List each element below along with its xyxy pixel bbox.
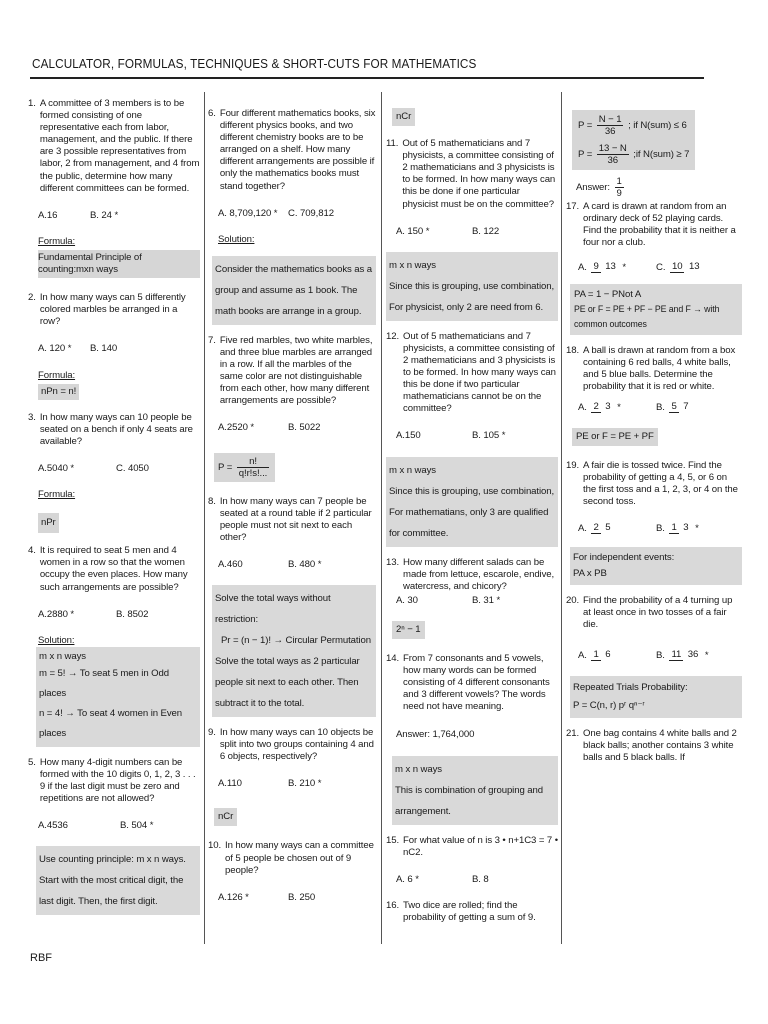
solution-line: For mathematians, only 3 are qualified for committee. [389,506,549,539]
correct-mark: * [622,261,626,273]
column-divider [561,92,562,944]
solution-label: Solution: [218,233,255,245]
question-number: 12. [386,330,400,342]
denominator: 36 [607,155,618,166]
page-title: CALCULATOR, FORMULAS, TECHNIQUES & SHORT-CUTS FOR MATHEMATICS [32,57,477,71]
answer-options [28,609,200,621]
solution-line: m x n ways [389,259,436,271]
question-text: Find the probability of a 4 turning up at least once in two tosses of a fair die. [583,595,733,631]
solution-line: This is combination of grouping and arrangement. [395,784,543,817]
correct-mark: * [617,401,621,413]
question-number: 18. [566,345,580,356]
answer-options [566,401,742,414]
formula-label: Formula: [38,489,76,501]
formula: PE or F = PE + PF [572,428,658,446]
answer-options [386,430,558,442]
hint-box [36,846,200,915]
question-number: 2. [28,292,36,304]
option-b: B. 250 [288,891,316,903]
formula-line: Repeated Trials Probability: [573,682,688,693]
answer-options [386,226,558,238]
question-text: Five red marbles, two white marbles, and three blue marbles are arranged in a row. If all the marbles of the same color are not distinguishable from each other, how many different arrangements are possible? [219,334,373,407]
option-fraction [591,261,617,273]
option-a [566,401,656,414]
question-text: From 7 consonants and 5 vowels, how many words can be formed consisting of 4 different consonants and 3 different vowels? The words need not have meaning. [403,652,550,713]
answer-options [208,208,376,220]
option-a: A.2880 * [38,608,75,620]
question-21 [566,728,742,764]
denominator: 7 [683,401,689,413]
hint-line: Start with the most critical digit, the last digit. Then, the first digit. [39,875,184,908]
question-number: 8. [208,495,216,507]
option-letter: A. [578,523,587,534]
title-rule [30,77,704,79]
question-16 [386,900,558,924]
question-text: A card is drawn at random from an ordinary deck of 52 playing cards. Find the probability that it is neither a four nor a club. [583,201,736,249]
option-a: A. 30 [396,594,418,606]
formula: 2ⁿ − 1 [392,621,425,639]
solution-box [36,647,200,747]
question-text: A committee of 3 members is to be formed consisting of one representative each from labor, management, and the public. If there are 3 possible representatives from labor, 2 from management, and 4 from the public, determine how many different committees can be formed. [39,98,200,194]
formula-box [570,676,742,718]
option-a: A.5040 * [38,462,75,474]
solution-line: Solve the total ways without restriction: [215,592,331,625]
question-text: Out of 5 mathematicians and 7 physicists, a committee consisting of 2 mathematicians and 3 physicists is to be formed. In how many ways can this be done if two particular mathematicians cannot be on the committee? [403,330,556,415]
answer-options [386,874,558,886]
footer-initials: RBF [30,952,52,964]
option-fraction [591,649,612,661]
question-number: 6. [208,108,216,119]
question-number: 21. [566,728,580,739]
question-number: 7. [208,334,216,346]
question-9 [208,727,376,763]
denominator: 13 [689,261,700,273]
option-fraction [669,401,690,413]
column-3 [386,92,558,924]
numerator: 10 [671,261,683,273]
answer-options [28,820,200,832]
answer-options [208,559,376,571]
denominator: 13 [605,261,616,273]
solution-line: m x n ways [395,763,442,775]
question-text: One bag contains 4 white balls and 2 black balls; another contains 3 white balls and 5 black balls. If [583,728,737,764]
solution-line: Solve the total ways as 2 particular people sit next to each other. Then subtract it to the total. [215,655,360,709]
numerator: 1 [671,522,677,534]
option-a: A.126 * [218,891,249,903]
question-text: In how many ways can 5 differently colored marbles be arranged in a row? [39,292,186,328]
option-letter: B. [656,523,665,534]
solution-line: n = 4! → To seat 4 women in Even places [39,707,183,739]
column-2 [208,92,376,918]
option-b: B. 8 [472,873,489,885]
answer-label: Answer: [576,182,610,194]
question-number: 17. [566,201,580,212]
option-fraction [669,649,700,661]
numerator: 2 [593,522,599,534]
question-8 [208,496,376,544]
option-fraction [591,401,612,413]
solution-box [392,756,558,825]
option-letter: A. [578,649,587,661]
question-5 [28,757,200,805]
question-number: 4. [28,545,36,557]
denominator: 6 [605,649,611,661]
formula-fraction [597,143,629,166]
formula-box [570,284,742,335]
formula-line: PA = 1 − PNot A [574,289,642,300]
solution-line: m = 5! → To seat 5 men in Odd places [39,667,169,699]
formula-condition: ; if N(sum) ≤ 6 [628,120,687,132]
option-a [566,522,656,535]
answer-options [208,892,376,904]
formula-label: Formula: [38,235,76,247]
option-b: B. 480 * [288,558,322,570]
question-number: 16. [386,899,400,911]
solution-line: Pr = (n − 1)! → Circular Permutation [221,634,371,646]
option-b: B. 5022 [288,422,321,434]
option-b: B. 140 [90,343,118,355]
question-number: 11. [386,138,399,150]
option-b: C. 709,812 [288,207,334,219]
formula-lhs: P = [578,149,593,161]
question-12 [386,331,558,416]
formula: nPr [38,513,59,533]
option-fraction [591,522,612,534]
option-a [566,261,656,274]
question-2 [28,292,200,328]
numerator: 13 − N [598,143,627,154]
question-19 [566,460,742,508]
solution-line: m x n ways [39,650,86,662]
answer-16 [566,176,742,199]
formula-line: PE or F = PE + PF − PE and F → with common outcomes [574,304,720,329]
question-text: A fair die is tossed twice. Find the probability of getting a 4, 5, or 6 on the first toss and a 1, 2, 3, or 4 on the second toss. [583,460,738,508]
solution-line: For physicist, only 2 are need from 6. [389,301,544,313]
question-text: Two dice are rolled; find the probability of getting a sum of 9. [403,899,536,923]
solution-line: Since this is grouping, use combination, [389,280,555,292]
question-number: 9. [208,726,216,738]
question-number: 14. [386,652,400,664]
option-letter: C. [656,261,666,273]
formula-label: Formula: [38,369,76,381]
answer-text: Answer: 1,764,000 [396,729,475,741]
question-number: 10. [208,840,222,852]
option-b: B. 8502 [116,608,149,620]
denominator: 9 [616,188,622,199]
solution-text: Consider the mathematics books as a group and assume as 1 book. The math books are arrange in a group. [215,263,373,317]
numerator: 9 [593,261,599,273]
formula: nCr [392,108,415,126]
question-text: Four different mathematics books, six different physics books, and two different chemistry books are to be arranged on a shelf. How many different arrangements are possible if only the mathematics books must stand together? [219,108,376,192]
denominator: 3 [605,401,611,413]
answer-fraction [615,176,624,199]
question-number: 1. [28,98,36,109]
option-a: A.2520 * [218,422,255,434]
question-text: How many 4-digit numbers can be formed with the 10 digits 0, 1, 2, 3 . . . 9 if the last digit must be zero and repetitions are not allowed? [39,756,196,805]
question-15 [386,835,558,859]
formula-line: PA x PB [573,568,607,580]
option-a: A.16 [38,209,58,221]
option-letter: A. [578,261,587,273]
denominator: 3 [683,522,689,534]
question-number: 5. [28,756,36,768]
formula-box [570,547,742,585]
formula-fraction [597,114,624,137]
question-number: 15. [386,834,400,846]
option-a: A. 120 * [38,343,72,355]
column-1 [28,92,200,925]
numerator: n! [237,456,269,468]
option-b [656,649,709,662]
question-14 [386,653,558,713]
solution-box [212,256,376,325]
question-number: 20. [566,595,580,607]
formula-box [214,453,275,482]
question-number: 13. [386,556,400,568]
option-fraction [669,522,690,534]
answer-options [386,595,558,607]
solution-box [386,457,558,547]
denominator: 36 [687,649,699,661]
correct-mark: * [695,523,699,534]
question-number: 19. [566,460,580,472]
option-b [656,522,699,535]
numerator: 1 [616,176,622,187]
question-3 [28,412,200,448]
question-1 [28,98,200,195]
option-b: B. 105 * [472,430,506,442]
question-text: In how many ways can a committee of 5 people be chosen out of 9 people? [225,840,374,876]
question-7 [208,335,376,408]
denominator: 5 [605,522,611,534]
option-a: A.460 [218,558,243,570]
correct-mark: * [704,649,709,661]
question-6 [208,108,376,193]
formula: nPn = n! [38,384,79,400]
formula-lhs: P = [218,461,233,473]
question-text: How many different salads can be made from lettuce, escarole, endive, watercress, and chicory? [403,556,555,592]
formula-lhs: P = [578,120,593,132]
answer-options [208,422,376,434]
option-b: B. 31 * [472,594,501,606]
formula-line: P = C(n, r) pʳ qⁿ⁻ʳ [573,700,645,711]
formula-fraction [237,456,269,479]
formula-condition: ;if N(sum) ≥ 7 [633,149,690,161]
question-number: 3. [28,411,36,423]
question-text: For what value of n is 3 • n+1C3 = 7 • nC2. [403,834,558,858]
formula-line: For independent events: [573,552,675,564]
solution-box [212,585,376,717]
column-4 [566,92,742,764]
option-fraction [670,261,702,273]
column-divider [381,92,382,944]
option-a: A.4536 [38,820,68,832]
numerator: 5 [671,401,677,413]
option-b: B. 24 * [90,209,119,221]
question-text: In how many ways can 7 people be seated at a round table if 2 particular people must not sit next to each other? [219,495,372,543]
question-text: Out of 5 mathematicians and 7 physicists, a committee consisting of 2 mathematicians and 3 physicists is to be formed. In how many ways can this be done if one particular physicist must be on the committee? [402,138,556,210]
answer-options [566,261,742,274]
solution-line: Since this is grouping, use combination, [389,485,555,497]
question-17 [566,201,742,249]
option-b: B. 504 * [120,820,154,832]
option-b: B. 210 * [288,778,322,790]
option-b [656,401,693,414]
option-letter: B. [656,401,665,413]
option-letter: B. [656,649,665,661]
answer-options [28,210,200,222]
answer-options [28,463,200,475]
question-20 [566,595,742,631]
question-18 [566,345,742,393]
answer-options [28,343,200,355]
question-text: It is required to seat 5 men and 4 women in a row so that the women occupy the even places. How many such arrangements are possible? [39,545,188,593]
answer-options [566,522,742,535]
option-a: A.110 [218,778,242,790]
option-b: B. 122 [472,225,500,237]
solution-label: Solution: [38,634,75,646]
formula: Fundamental Principle of counting:mxn ways [38,250,200,278]
answer-options [208,778,376,790]
column-divider [204,92,205,944]
option-letter: A. [578,401,587,413]
option-b: C. 4050 [116,462,149,474]
question-text: In how many ways can 10 objects be split into two groups containing 4 and 6 objects, respectively? [219,726,374,763]
hint-line: Use counting principle: m x n ways. [39,854,186,866]
option-c [656,261,704,274]
option-a: A.150 [396,430,421,442]
option-a: A. 6 * [396,873,419,885]
denominator: 36 [604,126,616,137]
solution-line: m x n ways [389,464,436,476]
option-a: A. 150 * [396,225,430,237]
solution-box [386,252,558,321]
numerator: N − 1 [598,114,622,125]
question-text: In how many ways can 10 people be seated on a bench if only 4 seats are available? [39,411,193,447]
question-4 [28,545,200,593]
answer-options [566,649,742,662]
question-10 [208,840,376,876]
probability-formulas [572,110,695,170]
numerator: 11 [671,649,682,661]
numerator: 2 [593,401,599,413]
question-13 [386,557,558,593]
denominator: q!r!s!... [238,467,268,479]
option-a [566,649,656,662]
formula: nCr [214,808,237,826]
numerator: 1 [593,649,599,661]
question-11 [386,138,558,211]
option-a: A. 8,709,120 * [218,207,278,219]
question-text: A ball is drawn at random from a box containing 6 red balls, 4 white balls, and 5 blue balls. Determine the probability that it is red or white. [583,345,736,393]
